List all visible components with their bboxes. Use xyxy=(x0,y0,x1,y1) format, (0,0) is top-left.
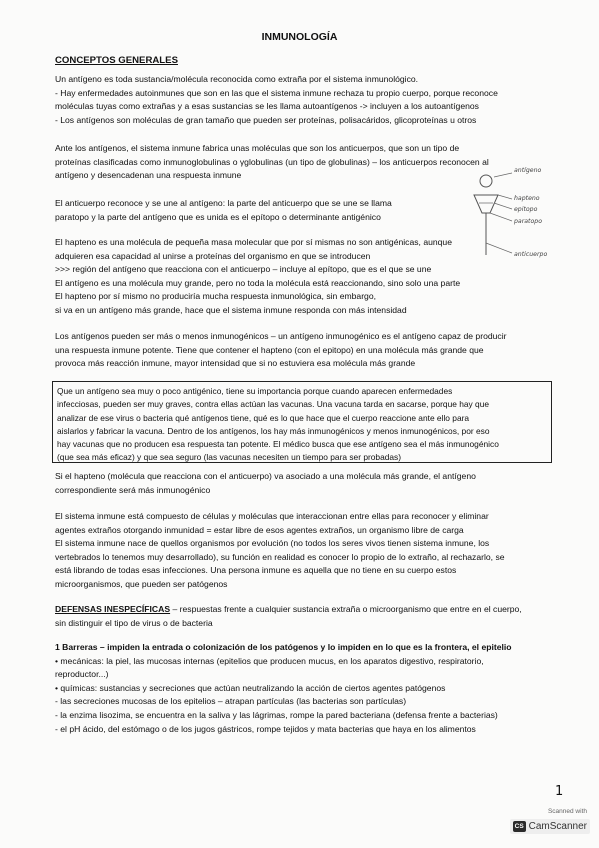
pointer-line xyxy=(498,195,512,199)
highlight-box-vacunas xyxy=(52,381,552,463)
pointer-line xyxy=(490,213,512,221)
text-line: analizar de ese virus o bacteria qué antígenos tiene, qué es lo que hace que el cuerpo reaccione ante ello para xyxy=(57,412,470,423)
text-line: moléculas tuyas como extrañas y a esas sustancias se les llama autoantígenos -> incluyen a los autoantígenos xyxy=(55,101,479,112)
label-hapteno: hapteno xyxy=(514,195,540,202)
text-line: está librando de todas esas infecciones. Una persona inmune es aquella que no tiene en su cuerpo estos xyxy=(55,565,457,576)
text-line: infecciosas, pueden ser muy graves, contra ellas actúan las vacunas. Una vacuna tarda en sacarse, porque hay que xyxy=(57,399,490,410)
text-line: • mecánicas: la piel, las mucosas internas (epitelios que producen mucus, en los aparatos digestivo, respiratorio, xyxy=(55,655,484,666)
camscanner-label: CamScanner xyxy=(528,821,587,832)
antibody-sketch xyxy=(468,165,588,265)
label-antigeno: antígeno xyxy=(514,167,542,174)
text-line: El antígeno es una molécula muy grande, pero no toda la molécula está reaccionando, sino solo una parte xyxy=(55,277,461,288)
text-line: paratopo y la parte del antígeno que es unida es el epítopo o determinante antigénico xyxy=(55,211,381,222)
text-line: Si el hapteno (molécula que reacciona con el anticuerpo) va asociado a una molécula más grande, el antígeno xyxy=(55,471,476,481)
text-line: provoca más reacción inmune, mayor intensidad que si no estuviera esa molécula más grande xyxy=(55,358,416,369)
text-line: Los antígenos pueden ser más o menos inmunogénicos – un antígeno inmunogénico es el antígeno capaz de producir xyxy=(55,331,507,341)
text-line: microorganismos, que pueden ser patógenos xyxy=(55,578,228,589)
paragraph-sistema-inmune xyxy=(55,510,555,592)
text-line: una respuesta inmune potente. Tiene que contener el hapteno (con el epitopo) en una molécula más grande que xyxy=(55,344,484,355)
paragraph-hapteno-asociado xyxy=(55,470,555,497)
text-line: - las secreciones mucosas de los epitelios – atrapan partículas (las bacterias son partículas) xyxy=(55,696,407,707)
text-line: - la enzima lisozima, se encuentra en la saliva y las lágrimas, rompe la pared bacteriana (defensa frente a bacterias) xyxy=(55,709,498,720)
pointer-line xyxy=(494,173,512,177)
antibody-diagram xyxy=(468,165,588,265)
paragraph-antigeno-definicion xyxy=(55,73,555,127)
text-line: >>> región del antígeno que reacciona con el anticuerpo – incluye al epítopo, que es el que se une xyxy=(55,264,432,275)
text-line: antígeno y desencadenan una respuesta inmune xyxy=(55,170,242,181)
text-fragment: – respuestas frente a cualquier sustancia extraña o microorganismo que entre en el cuerpo, xyxy=(170,604,522,614)
text-line: El hapteno es una molécula de pequeña masa molecular que por sí mismas no son antigénicas, aunque xyxy=(55,237,452,247)
antibody-top-shape xyxy=(474,195,498,213)
text-line: hay vacunas que no producen esa respuesta tan potente. El médico busca que ese antígeno sea el más inmunogénico xyxy=(57,439,499,450)
text-line: vertebrados lo tenemos muy desarrollado), su función en realidad es conocer lo propio de lo extraño, al rechazarlo, se xyxy=(55,551,505,562)
paragraph-defensas-inespecificas xyxy=(55,603,555,630)
text-line: - Los antígenos son moléculas de gran tamaño que pueden ser proteínas, polisacáridos, glicoproteínas u otros xyxy=(55,114,477,125)
camscanner-logo-icon: CS xyxy=(514,823,524,830)
text-line: agentes extraños otorgando inmunidad = estar libre de esos agentes extraños, un organismo libre de carga xyxy=(55,524,464,535)
label-paratopo: paratopo xyxy=(514,218,542,225)
text-line: 1 Barreras – impiden la entrada o colonización de los patógenos y lo impiden en lo que es la frontera, el epitelio xyxy=(55,642,512,652)
antigen-shape xyxy=(480,175,492,187)
text-line: El hapteno por sí mismo no produciría mucha respuesta inmunológica, sin embargo, xyxy=(55,291,377,302)
text-line xyxy=(55,603,555,617)
text-line: correspondiente será más inmunogénico xyxy=(55,484,211,495)
text-line: - el pH ácido, del estómago o de los jugos gástricos, rompe tejidos y mata bacterias que haya en los alimentos xyxy=(55,723,476,734)
paragraph-inmunogenicos xyxy=(55,330,555,371)
section-heading-conceptos: CONCEPTOS GENERALES xyxy=(55,55,178,66)
text-line: • químicas: sustancias y secreciones que actúan neutralizando la acción de ciertos agentes patógenos xyxy=(55,682,446,693)
camscanner-watermark xyxy=(510,808,592,840)
text-line: (que sea más eficaz) y que sea seguro (las vacunas necesiten un tiempo para ser probadas) xyxy=(57,452,402,463)
camscanner-brand xyxy=(510,819,590,834)
text-line: sin distinguir el tipo de virus o de bacteria xyxy=(55,617,213,628)
text-line: El sistema inmune está compuesto de células y moléculas que interaccionan entre ellas para reconocer y eliminar xyxy=(55,511,489,521)
label-anticuerpo: anticuerpo xyxy=(514,251,548,258)
pointer-line xyxy=(486,243,512,253)
scanned-with-text: Scanned with xyxy=(547,808,587,815)
paragraph-barreras xyxy=(55,641,555,736)
text-line: Que un antígeno sea muy o poco antigénico, tiene su importancia porque cuando aparecen enfermedades xyxy=(57,386,453,396)
text-line: proteínas clasificadas como inmunoglobulinas o γglobulinas (un tipo de globulinas) – los anticuerpos reconocen al xyxy=(55,156,489,167)
section-heading-defensas: DEFENSAS INESPECÍFICAS xyxy=(55,604,171,614)
text-line: El anticuerpo reconoce y se une al antígeno: la parte del anticuerpo que se une se llama xyxy=(55,198,392,208)
text-line: aislarlos y fabricar la vacuna. Dentro de los antígenos, los hay más inmunogénicos y menos inmunogénicos, por eso xyxy=(57,425,490,436)
text-line: El sistema inmune nace de quellos organismos por evolución (no todos los seres vivos tienen sistema inmune, los xyxy=(55,538,490,549)
text-line: - Hay enfermedades autoinmunes que son en las que el sistema inmune rechaza tu propio cuerpo, porque reconoce xyxy=(55,87,498,98)
text-line: adquieren esa capacidad al unirse a proteínas del organismo en que se introducen xyxy=(55,250,371,261)
label-epitopo: epitopo xyxy=(514,206,538,213)
document-title: INMUNOLOGÍA xyxy=(261,31,338,43)
pointer-line xyxy=(494,203,512,209)
text-line: Un antígeno es toda sustancia/molécula reconocida como extraña por el sistema inmunológico. xyxy=(55,74,419,84)
text-line: reproductor...) xyxy=(55,669,109,680)
text-line: Ante los antígenos, el sistema inmune fabrica unas moléculas que son los anticuerpos, que son un tipo de xyxy=(55,143,460,153)
page-number: 1 xyxy=(555,784,564,799)
text-line: si va en un antígeno más grande, hace que el sistema inmune responda con más intensidad xyxy=(55,304,407,315)
